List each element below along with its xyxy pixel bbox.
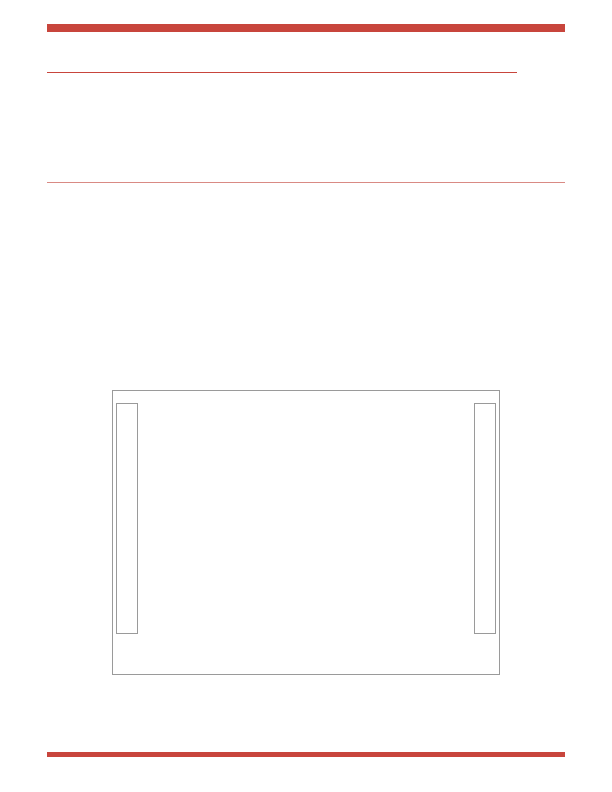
plot-area [139, 403, 473, 634]
y-axis-right [474, 403, 496, 634]
section-divider [47, 182, 565, 183]
chart-title [113, 391, 499, 393]
header-rule [47, 24, 565, 32]
footer-rule [47, 752, 565, 757]
title-divider [47, 72, 517, 73]
y-axis-left [116, 403, 138, 634]
chart-1 [112, 390, 500, 675]
histogram-bars [139, 403, 473, 634]
x-axis [139, 636, 473, 670]
